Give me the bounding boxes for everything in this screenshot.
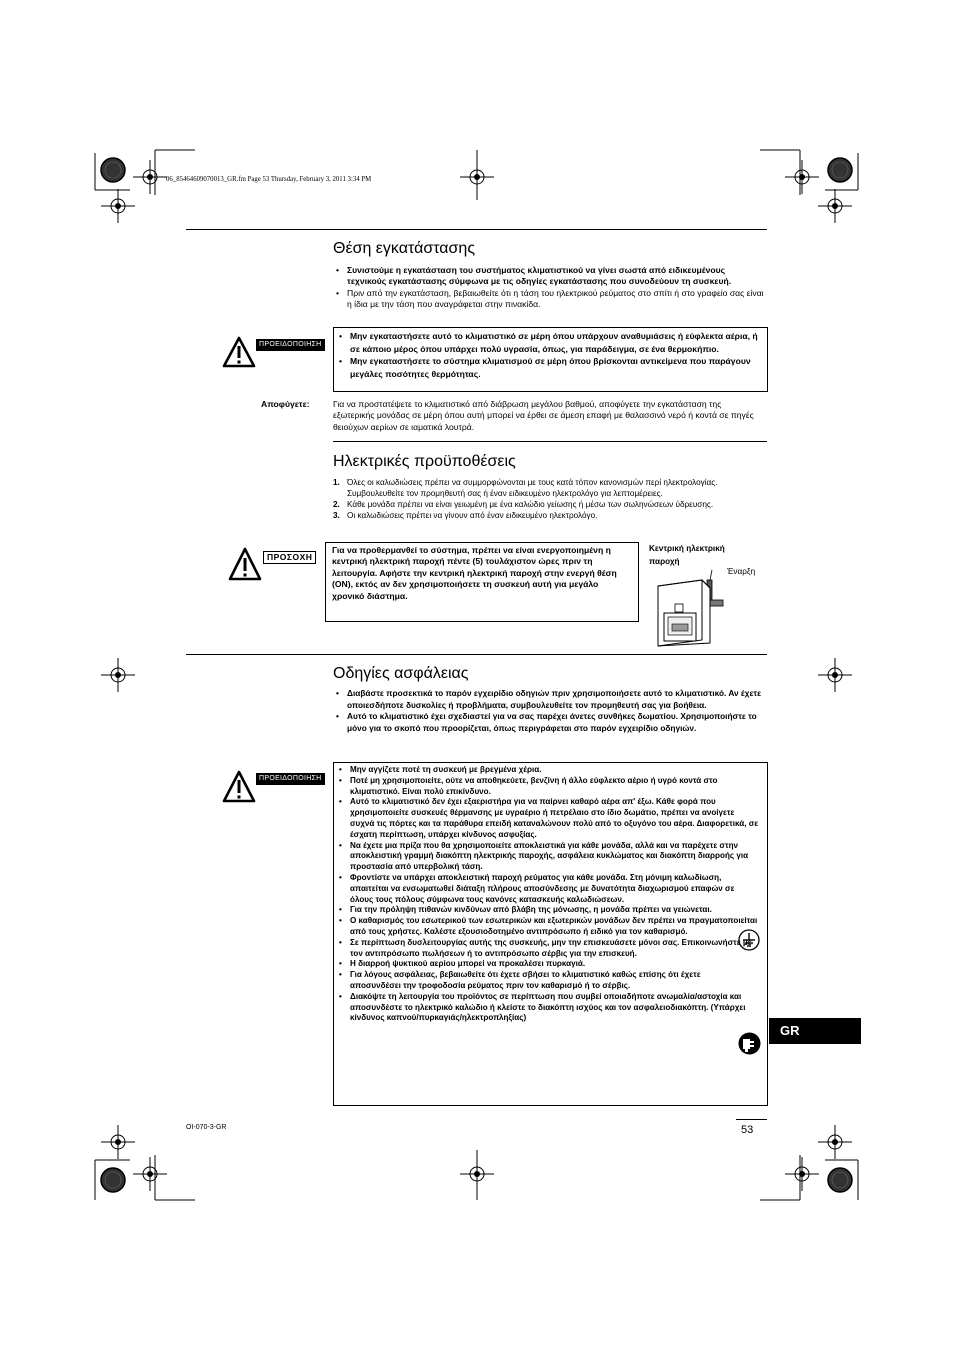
ground-symbol-icon xyxy=(738,929,760,951)
page-number: 53 xyxy=(741,1124,754,1136)
section2-numbered-list xyxy=(333,477,767,521)
section3-warning-box xyxy=(333,762,768,1106)
warning-item: • Για λόγους ασφάλειας, βεβαιωθείτε ότι έχετε σβήσει το κλιματιστικό καθώς επίσης ότι έχετε αποσυνδέσει την τροφοδοσία ρεύματος πριν τον καθαρισμό ή το σέρβις. xyxy=(336,970,759,992)
file-header-line: 06_85464609070013_GR.fm Page 53 Thursday, February 3, 2011 3:34 PM xyxy=(166,176,372,183)
warning-item: • Μην αγγίζετε ποτέ τη συσκευή με βρεγμένα χέρια. xyxy=(336,765,759,776)
avoid-label: Αποφύγετε: xyxy=(261,399,310,409)
section3-title: Οδηγίες ασφάλειας xyxy=(333,665,469,682)
warning-item: • Για την πρόληψη πιθανών κινδύνων από βλάβη της μόνωσης, η μονάδα πρέπει να γειώνεται. xyxy=(336,905,759,916)
language-tab: GR xyxy=(769,1018,861,1044)
warning-item: • Φροντίστε να υπάρχει αποκλειστική παροχή ρεύματος για κάθε μονάδα. Στη μόνιμη καλωδίωση, απαιτείται να ενσωματωθεί διάταξη πλήρους αποσύνδεσης με δυνατότητα διαχωρισμού επαφών σε όλους τους πόλους σύμφωνα τους κανόνες κατασκευής καλωδιώσεων. xyxy=(336,873,759,905)
warning-triangle-icon xyxy=(222,336,256,368)
warning-triangle-icon xyxy=(228,547,262,581)
warning-item: • Η διαρροή ψυκτικού αερίου μπορεί να προκαλέσει πυρκαγιά. xyxy=(336,959,759,970)
warning-item: • Διακόψτε τη λειτουργία του προϊόντος σε περίπτωση που συμβεί οποιαδήποτε ανωμαλία/αστοχία και αποσυνδέστε το ηλεκτρικό καλώδιο ή κλείστε το διακόπτη ισχύος και τον ασφαλειοδιακόπτη. (Υπάρχει κίνδυνος καπνού/πυρκαγιάς/ηλεκτροπληξίας) xyxy=(336,992,759,1024)
warning-item: • Σε περίπτωση δυσλειτουργίας αυτής της συσκευής, μην την επισκευάσετε μόνοι σας. Επικοινωνήστε με τον αντιπρόσωπο πωλήσεων ή το αντιπρόσωπο σέρβις για την επισκευή. xyxy=(336,938,759,960)
section2-title: Ηλεκτρικές προϋποθέσεις xyxy=(333,453,516,470)
warning-item: • Μην εγκαταστήσετε αυτό το κλιματιστικό σε μέρη όπου υπάρχουν αναθυμιάσεις ή εύφλεκτα αέρια, ή σε κάποιο μέρος όπου υπάρχει πολύ υγρασία, όπως, για παράδειγμα, σε ένα θερμοκήπιο. xyxy=(336,330,761,355)
avoid-text: Για να προστατέψετε το κλιματιστικό από διάβρωση μεγάλου βαθμού, αποφύγετε την εγκατάσταση της εξωτερικής μονάδας σε μέρη όπου αυτή μπορεί να έρθει σε άμεση επαφή με θαλασσινό νερό ή κοντά σε πηγές θειούχων αερίων σε ιαματικά λουτρά. xyxy=(333,399,754,432)
warning-item: • Ο καθαρισμός του εσωτερικού των εσωτερικών και εξωτερικών μονάδων δεν πρέπει να πραγματοποιείται από τους χρήστες. Καλέστε εξουσιοδοτημένο αντιπρόσωπο ή ειδικό για τον καθαρισμό. xyxy=(336,916,759,938)
figure-label-on: Έναρξη xyxy=(727,567,756,576)
section3-intro xyxy=(333,688,765,734)
section1-warning-box xyxy=(333,327,768,392)
figure-label-main: Κεντρική ηλεκτρική παροχή xyxy=(649,544,725,566)
warning-item: • Αυτό το κλιματιστικό δεν έχει εξαεριστήρα για να παίρνει καθαρό αέρα απ' έξω. Κάθε φορά που χρησιμοποιείτε συσκευές θέρμανσης με υγραέριο ή πετρέλαιο στο ίδιο δωμάτιο, πρέπει να ανοίγετε συχνά τις πόρτες και τα παράθυρα επειδή καταναλώνουν πολύ από το οξυγόνο του αέρα. Διαφορετικά, σε έσχατη περίπτωση, υπάρχει κίνδυνος ασφυξίας. xyxy=(336,797,759,840)
section-rule-2 xyxy=(186,654,767,655)
section1-intro xyxy=(333,265,765,311)
section1-title: Θέση εγκατάστασης xyxy=(333,240,476,257)
caution-label: ΠΡΟΣΟΧΗ xyxy=(263,551,316,564)
warning-triangle-icon xyxy=(222,770,256,803)
unplug-icon xyxy=(738,1032,761,1055)
warning-label: ΠΡΟΕΙΔΟΠΟΙΗΣΗ xyxy=(256,339,325,351)
numbered-item: 3. Οι καλωδιώσεις πρέπει να γίνουν από έναν ειδικευμένο ηλεκτρολόγο. xyxy=(333,511,598,520)
section1-bullet: • Πριν από την εγκατάσταση, βεβαιωθείτε ότι η τάση του ηλεκτρικού ρεύματος στο σπίτι ή στο γραφείο σας είναι η ίδια με την τάση που αναγράφεται στην πινακίδα. xyxy=(333,288,765,311)
caution-box: Για να προθερμανθεί το σύστημα, πρέπει να είναι ενεργοποιημένη η κεντρική ηλεκτρική παροχή πέντε (5) τουλάχιστον ώρες πριν τη λειτουργία. Αφήστε την κεντρική ηλεκτρική παροχή στην ενεργή θέση (ON), εκτός αν δεν χρησιμοποιήσετε τη συσκευή αυτή για μεγάλο χρονικό διάστημα. xyxy=(325,542,639,622)
section1-bullet: • Συνιστούμε η εγκατάσταση του συστήματος κλιματιστικού να γίνει σωστά από ειδικευμένους τεχνικούς εγκατάστασης σύμφωνα με τις οδηγίες εγκατάστασης που συνοδεύουν τη συσκευή. xyxy=(333,265,765,288)
numbered-item: 1. Όλες οι καλωδιώσεις πρέπει να συμμορφώνονται με τους κατά τόπον κανονισμών περί ηλεκτρολογίας. Συμβουλευθείτε τον προμηθευτή σας ή έναν ειδικευμένο ηλεκτρολόγο για λεπτομέρειες. xyxy=(333,478,718,498)
section-rule-1 xyxy=(333,441,767,442)
warning-label: ΠΡΟΕΙΔΟΠΟΙΗΣΗ xyxy=(256,773,325,785)
numbered-item: 2. Κάθε μονάδα πρέπει να είναι γειωμένη με ένα καλώδιο γείωσης ή μέσω των σωληνώσεων ύδρευσης. xyxy=(333,500,714,509)
footer-rule xyxy=(736,1119,767,1120)
top-rule xyxy=(186,229,767,230)
warning-item: • Μην εγκαταστήσετε το σύστημα κλιματισμού σε μέρη όπου βρίσκονται αντικείμενα που παράγουν μεγάλες ποσότητες θερμότητας. xyxy=(336,355,761,380)
warning-item: • Να έχετε μια πρίζα που θα χρησιμοποιείτε αποκλειστικά για κάθε μονάδα, αλλά και να παρέχετε στην αποκλειστική γραμμή διακόπτη ηλεκτρικής παροχής, ασφάλεια κυκλώματος και διακόπτη διαρροής για προστασία από υπερβολική τάση. xyxy=(336,841,759,873)
doc-code: OI-070-3-GR xyxy=(186,1124,227,1131)
section3-bullet: • Αυτό το κλιματιστικό έχει σχεδιαστεί για να σας παρέχει άνετες συνθήκες δωματίου. Χρησιμοποιήστε το μόνο για το σκοπό που προορίζεται, όπως περιγράφεται στο παρόν εγχειρίδιο οδηγιών. xyxy=(333,711,765,734)
section3-bullet: • Διαβάστε προσεκτικά το παρόν εγχειρίδιο οδηγιών πριν χρησιμοποιήσετε αυτό το κλιματιστικό. Αν έχετε οποιεσδήποτε δυσκολίες ή προβλήματα, συμβουλευθείτε τον προμηθευτή σας για βοήθεια. xyxy=(333,688,765,711)
power-switch-figure xyxy=(650,568,735,650)
warning-item: • Ποτέ μη χρησιμοποιείτε, ούτε να αποθηκεύετε, βενζίνη ή άλλο εύφλεκτο αέριο ή υγρό κοντά στο κλιματιστικό. Είναι πολύ επικίνδυνο. xyxy=(336,776,759,798)
